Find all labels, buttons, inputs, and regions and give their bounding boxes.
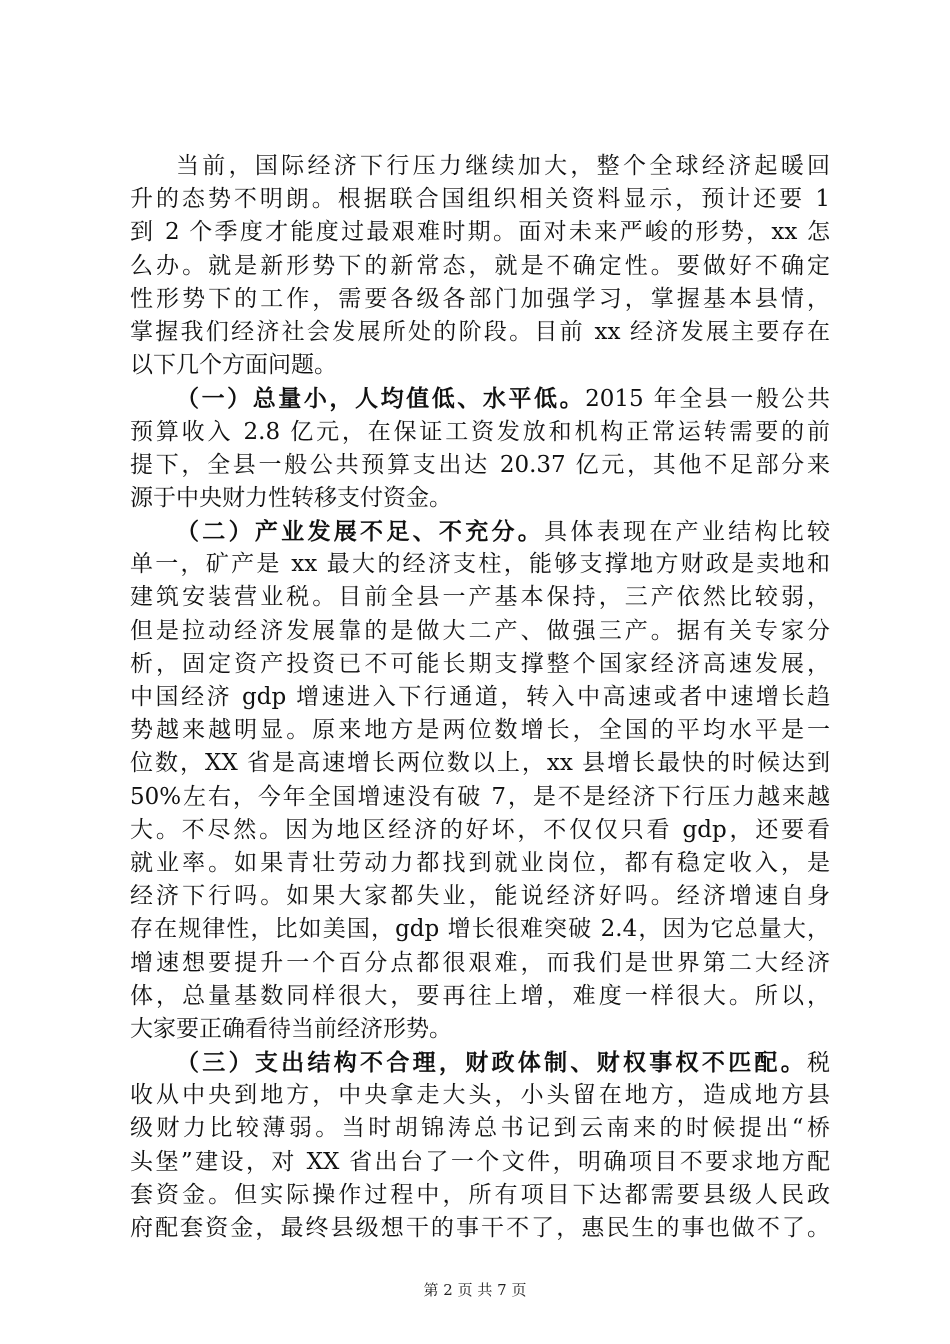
- line-text: 预算收入 2.8 亿元，在保证工资发放和机构正常运转需要的前: [130, 418, 830, 445]
- text-line: [130, 1046, 830, 1079]
- text-line: [130, 1146, 830, 1179]
- section-heading: （一）总量小，人均值低、水平低。: [176, 385, 586, 413]
- line-text: 2015 年全县一般公共: [585, 386, 830, 413]
- section-heading: （三）支出结构不合理，财政体制、财权事权不匹配。: [176, 1049, 807, 1077]
- text-line: [130, 1179, 830, 1212]
- text-line: [130, 947, 830, 980]
- text-line: [130, 216, 830, 249]
- line-text: 中国经济 gdp 增速进入下行通道，转入中高速或者中速增长趋: [130, 684, 830, 710]
- line-text: 当前，国际经济下行压力继续加大，整个全球经济起暖回: [176, 153, 830, 179]
- text-line: [130, 714, 830, 747]
- text-line: [130, 747, 830, 780]
- line-text: 大。不尽然。因为地区经济的好坏，不仅仅只看 gdp，还要看: [130, 816, 830, 843]
- text-line: [130, 250, 830, 283]
- text-line: [130, 482, 830, 515]
- line-text: 势越来越明显。原来地方是两位数增长，全国的平均水平是一: [130, 717, 830, 744]
- text-line: [130, 515, 830, 548]
- line-text: 府配套资金，最终县级想干的事干不了，惠民生的事也做不了。: [130, 1215, 830, 1241]
- line-text: 以下几个方面问题。: [130, 352, 337, 379]
- text-line: [130, 548, 830, 581]
- line-text: 存在规律性，比如美国，gdp 增长很难突破 2.4，因为它总量大，: [130, 916, 830, 943]
- line-text: 税: [807, 1050, 830, 1077]
- line-text: 大家要正确看待当前经济形势。: [130, 1015, 452, 1042]
- text-line: [130, 283, 830, 316]
- line-text: 建筑安装营业税。目前全县一产基本保持，三产依然比较弱，: [130, 584, 830, 611]
- line-text: 性形势下的工作，需要各级各部门加强学习，掌握基本县情，: [130, 285, 830, 312]
- text-line: [130, 449, 830, 482]
- line-text: 提下，全县一般公共预算支出达 20.37 亿元，其他不足部分来: [130, 451, 830, 478]
- text-line: [130, 1013, 830, 1046]
- text-line: [130, 316, 830, 349]
- line-text: 收从中央到地方，中央拿走大头，小头留在地方，造成地方县: [130, 1082, 830, 1109]
- line-text: 但是拉动经济发展靠的是做大二产、做强三产。据有关专家分: [130, 617, 830, 644]
- line-text: 析，固定资产投资已不可能长期支撑整个国家经济高速发展，: [130, 650, 830, 677]
- line-text: 么办。就是新形势下的新常态，就是不确定性。要做好不确定: [130, 252, 830, 279]
- line-text: 源于中央财力性转移支付资金。: [130, 484, 452, 511]
- line-text: 头堡”建设，对 XX 省出台了一个文件，明确项目不要求地方配: [130, 1148, 830, 1175]
- text-line: [130, 913, 830, 946]
- line-text: 位数，XX 省是高速增长两位数以上，xx 县增长最快的时候达到: [130, 750, 830, 777]
- page-footer: 第 2 页 共 7 页: [423, 1281, 527, 1299]
- text-line: [130, 648, 830, 681]
- text-line: [130, 183, 830, 216]
- text-line: [130, 581, 830, 614]
- line-text: 级财力比较薄弱。当时胡锦涛总书记到云南来的时候提出“桥: [130, 1115, 830, 1142]
- line-text: 体，总量基数同样很大，要再往上增，难度一样很大。所以，: [130, 982, 830, 1009]
- line-text: 单一，矿产是 xx 最大的经济支柱，能够支撑地方财政是卖地和: [130, 551, 830, 578]
- text-line: [130, 1079, 830, 1112]
- text-line: [130, 382, 830, 415]
- text-line: [130, 847, 830, 880]
- text-line: [130, 781, 830, 814]
- text-line: [130, 1212, 830, 1245]
- line-text: 到 2 个季度才能度过最艰难时期。面对未来严峻的形势，xx 怎: [130, 219, 830, 246]
- line-text: 50%左右，今年全国增速没有破 7，是不是经济下行压力越来越: [130, 783, 830, 810]
- line-text: 套资金。但实际操作过程中，所有项目下达都需要县级人民政: [130, 1181, 830, 1208]
- text-line: [130, 880, 830, 913]
- line-text: 升的态势不明朗。根据联合国组织相关资料显示，预计还要 1: [130, 186, 830, 213]
- text-line: [130, 615, 830, 648]
- line-text: 掌握我们经济社会发展所处的阶段。目前 xx 经济发展主要存在: [130, 318, 830, 345]
- line-text: 具体表现在产业结构比较: [544, 519, 830, 546]
- line-text: 增速想要提升一个百分点都很艰难，而我们是世界第二大经济: [130, 949, 830, 976]
- text-line: [130, 416, 830, 449]
- line-text: 经济下行吗。如果大家都失业，能说经济好吗。经济增速自身: [130, 883, 830, 910]
- line-text: 就业率。如果青壮劳动力都找到就业岗位，都有稳定收入，是: [130, 849, 830, 876]
- text-line: [130, 150, 830, 183]
- text-line: [130, 980, 830, 1013]
- body-text: [130, 150, 830, 1245]
- text-line: [130, 681, 830, 714]
- section-heading: （二）产业发展不足、不充分。: [176, 518, 545, 546]
- text-line: [130, 814, 830, 847]
- text-line: [130, 1112, 830, 1145]
- text-line: [130, 349, 830, 382]
